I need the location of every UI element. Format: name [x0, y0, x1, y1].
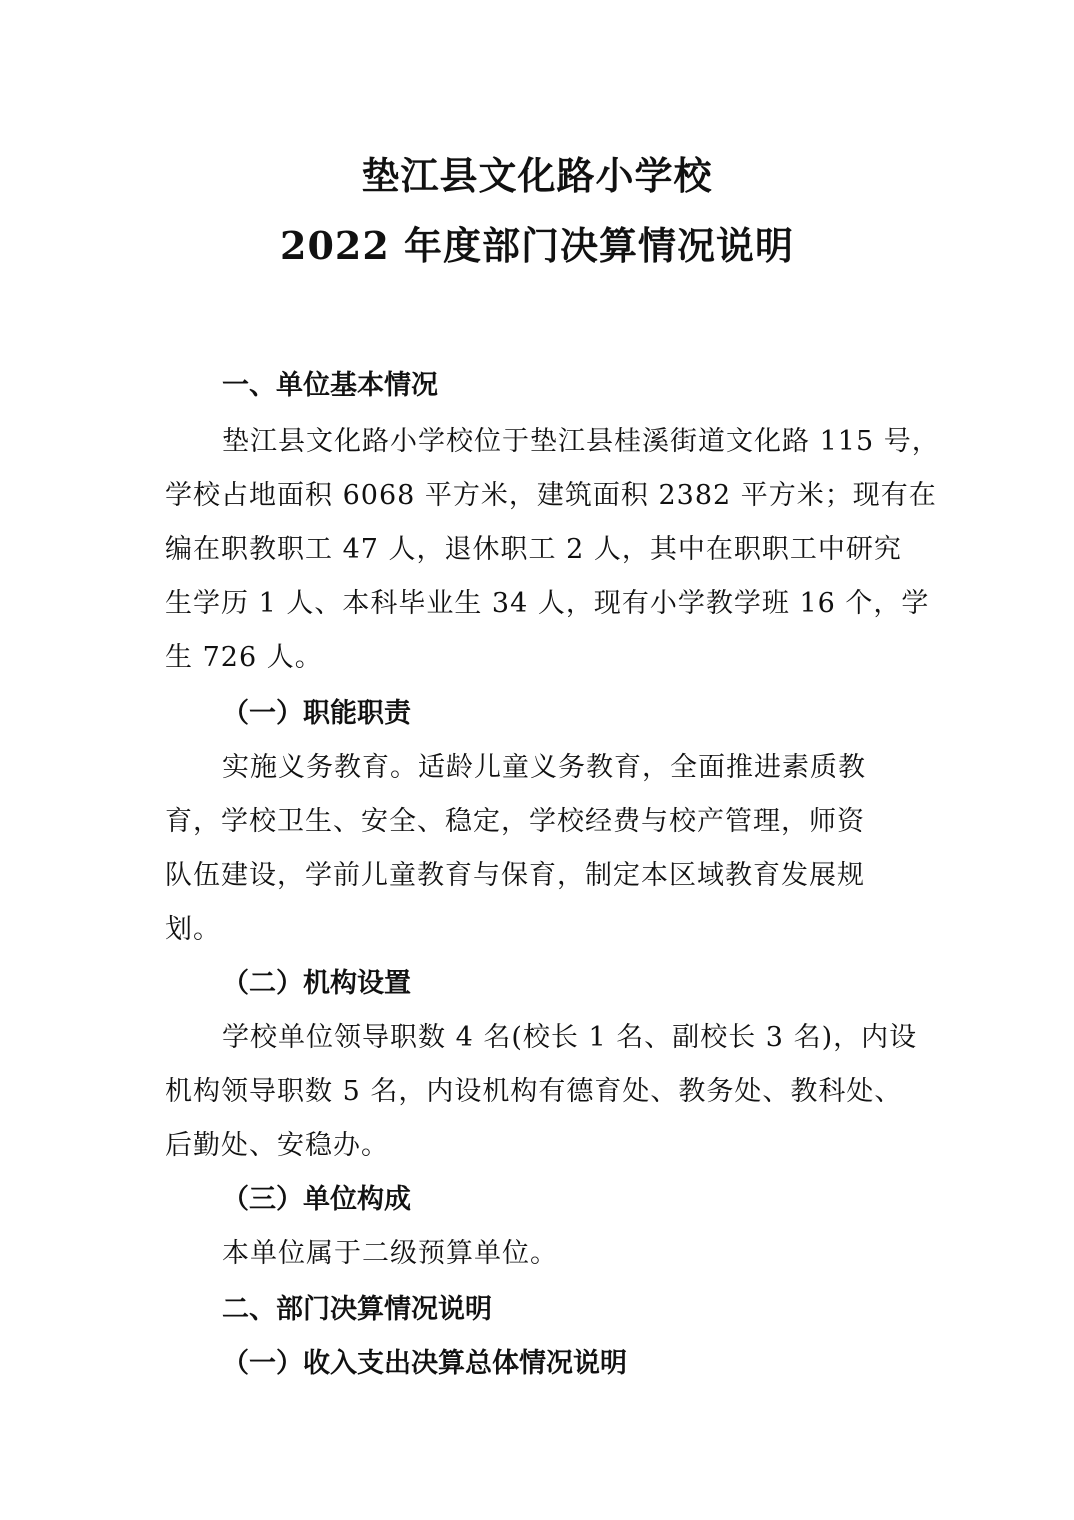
subsection-1-1-line-1: 实施义务教育。适龄儿童义务教育，全面推进素质教	[222, 752, 866, 783]
subsection-1-1-line-4: 划。	[165, 914, 221, 945]
subsection-1-2-line-3: 后勤处、安稳办。	[165, 1130, 389, 1161]
section-1-para-line-4: 生学历 1 人、本科毕业生 34 人，现有小学教学班 16 个，学	[165, 588, 930, 619]
subsection-2-1-heading: （一）收入支出决算总体情况说明	[222, 1348, 627, 1379]
section-1-heading: 一、单位基本情况	[222, 370, 438, 401]
section-1-para-line-3: 编在职教职工 47 人，退休职工 2 人，其中在职职工中研究	[165, 534, 902, 565]
subsection-1-1-line-3: 队伍建设，学前儿童教育与保育，制定本区域教育发展规	[165, 860, 865, 891]
subsection-1-1-line-2: 育，学校卫生、安全、稳定，学校经费与校产管理，师资	[165, 806, 865, 837]
subsection-1-2-line-1: 学校单位领导职数 4 名(校长 1 名、副校长 3 名)，内设	[222, 1022, 918, 1053]
section-1-para-line-5: 生 726 人。	[165, 642, 323, 673]
section-1-para-line-1: 垫江县文化路小学校位于垫江县桂溪街道文化路 115 号，	[222, 426, 940, 457]
document-title-line-1: 垫江县文化路小学校	[361, 153, 713, 198]
section-2-heading: 二、部门决算情况说明	[222, 1294, 492, 1325]
subsection-1-2-line-2: 机构领导职数 5 名，内设机构有德育处、教务处、教科处、	[165, 1076, 903, 1107]
section-1-para-line-2: 学校占地面积 6068 平方米，建筑面积 2382 平方米；现有在	[165, 480, 937, 511]
subsection-1-3-line-1: 本单位属于二级预算单位。	[222, 1238, 558, 1269]
subsection-1-2-heading: （二）机构设置	[222, 968, 411, 999]
subsection-1-1-heading: （一）职能职责	[222, 698, 411, 729]
document-title-line-2: 2022 年度部门决算情况说明	[280, 223, 794, 268]
subsection-1-3-heading: （三）单位构成	[222, 1184, 411, 1215]
